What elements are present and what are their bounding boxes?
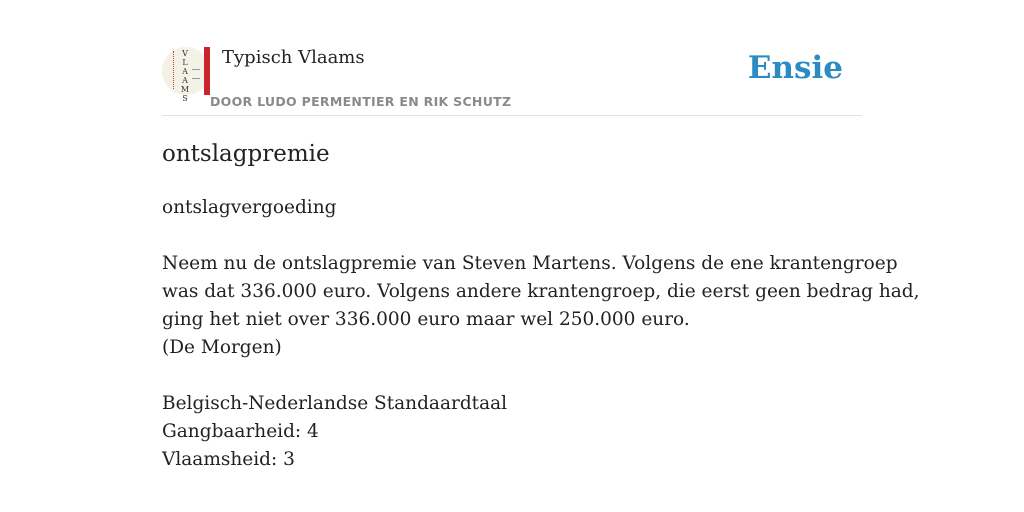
entry-synonym: ontslagvergoeding <box>162 197 337 218</box>
language-variety: Belgisch-Nederlandse Standaardtaal <box>162 393 508 414</box>
logo-fine-print <box>192 69 200 79</box>
vlaamsheid-rating: Vlaamsheid: 3 <box>162 449 295 470</box>
entry-body <box>162 194 920 474</box>
logo-lettering: V L A A M S <box>180 49 190 103</box>
byline: DOOR LUDO PERMENTIER EN RIK SCHUTZ <box>210 94 512 109</box>
gangbaarheid-rating: Gangbaarheid: 4 <box>162 421 319 442</box>
example-line: ging het niet over 336.000 euro maar wel 250.000 euro. <box>162 309 690 330</box>
site-header <box>162 44 862 116</box>
logo-red-band <box>204 47 210 95</box>
spacer <box>162 362 862 390</box>
ensie-brand-logo[interactable]: Ensie <box>747 50 843 86</box>
spacer <box>162 222 862 250</box>
example-line: was dat 336.000 euro. Volgens andere krantengroep, die eerst geen bedrag had, <box>162 281 920 302</box>
entry-term: ontslagpremie <box>162 141 330 167</box>
logo-decoration <box>173 51 176 89</box>
example-source: (De Morgen) <box>162 337 282 358</box>
book-cover-logo[interactable] <box>162 47 210 103</box>
example-line: Neem nu de ontslagpremie van Steven Martens. Volgens de ene krantengroep <box>162 253 898 274</box>
site-title[interactable]: Typisch Vlaams <box>222 47 365 68</box>
entry-content <box>162 138 920 474</box>
